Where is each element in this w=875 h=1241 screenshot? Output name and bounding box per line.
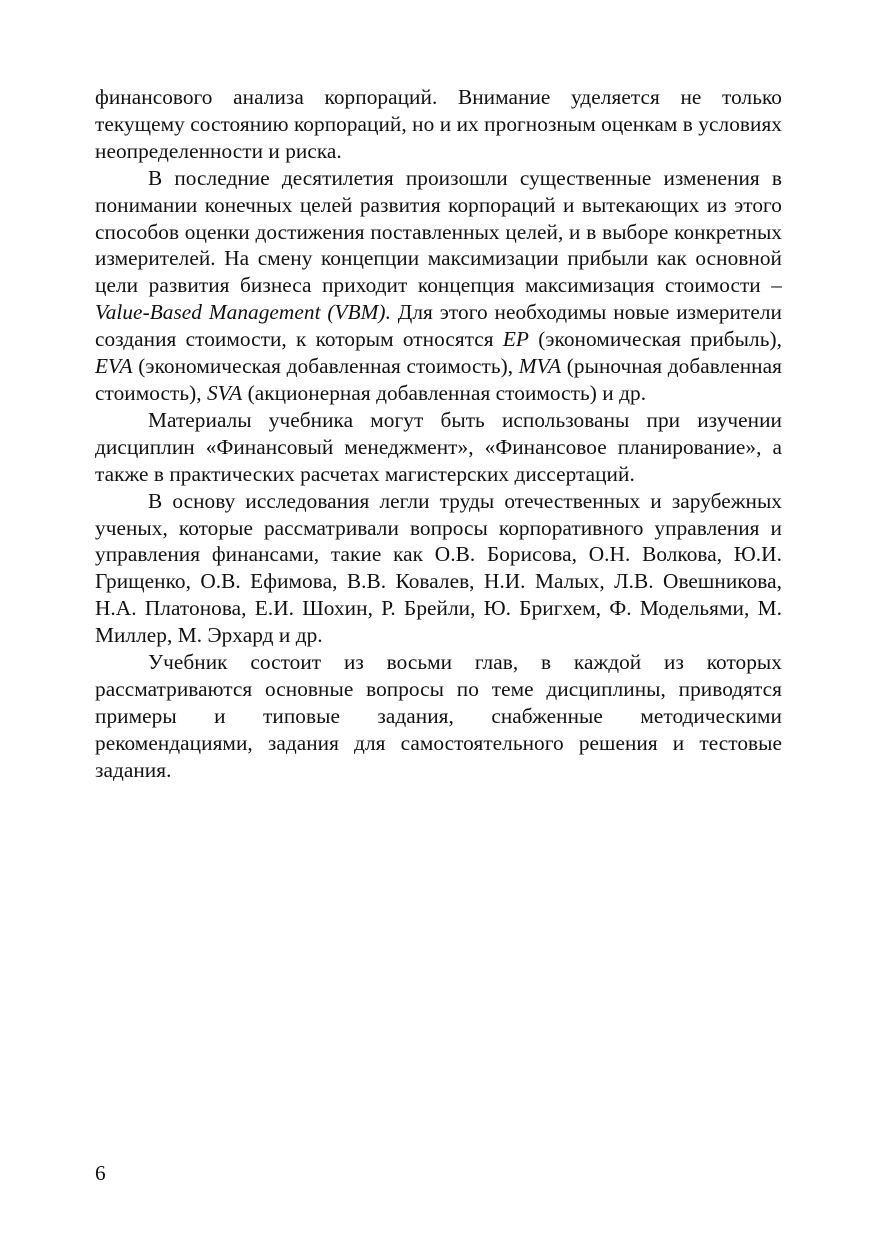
paragraph-text: (экономическая прибыль), — [529, 327, 782, 352]
body-text — [95, 84, 782, 784]
term-mva: MVA — [518, 354, 562, 379]
paragraph-text: (акционерная добавленная стоимость) и др. — [242, 380, 647, 405]
paragraph-structure — [95, 649, 782, 784]
paragraph-text: Материалы учебника могут быть использованы при изучении дисциплин «Финансовый менеджмент», «Финансовое планирование», а также в практических расчетах магистерских диссертаций. — [95, 407, 782, 486]
term-vbm: Value-Based Management (VBM). — [95, 300, 391, 325]
paragraph-text: Для этого необходимы новые измерители создания стоимости, к которым относятся — [95, 300, 782, 352]
paragraph-research-basis — [95, 488, 782, 649]
paragraph-text: (рыночная добавленная стоимость), — [95, 354, 782, 405]
term-eva: EVA — [95, 354, 133, 379]
term-sva: SVA — [207, 380, 243, 405]
paragraph-text: (экономическая добавленная стоимость), — [132, 354, 519, 379]
paragraph-continuation — [95, 84, 782, 165]
page-number: 6 — [95, 1161, 106, 1185]
paragraph-text: Учебник состоит из восьми глав, в каждой из которых рассматриваются основные вопросы по теме дисциплины, приводятся примеры и типовые задания, снабженные методическими рекомендациями, задания для самостоятельного решения и тестовые задания. — [95, 650, 782, 782]
paragraph-text: финансового анализа корпораций. Внимание уделяется не только текущему состоянию корпораций, но и их прогнозным оценкам в условиях неопределенности и риска. — [95, 85, 782, 163]
term-ep: EP — [502, 327, 529, 352]
paragraph-materials — [95, 407, 782, 488]
paragraph-text: В основу исследования легли труды отечественных и зарубежных ученых, которые рассматривали вопросы корпоративного управления и управления финансами, такие как О.В. Борисова, О.Н. Волкова, Ю.И. Грищенко, О.В. Ефимова, В.В. Ковалев, Н.И. Малых, Л.В. Овешникова, Н.А. Платонова, Е.И. Шохин, Р. Брейли, Ю. Бригхем, Ф. Модельями, М. Миллер, М. Эрхард и др. — [95, 488, 782, 648]
paragraph-vbm — [95, 165, 782, 407]
paragraph-text: В последние десятилетия произошли существенные изменения в понимании конечных целей развития корпораций и вытекающих из этого способов оценки достижения поставленных целей, и в выборе конкретных измерителей. На смену концепции максимизации прибыли как основной цели развития бизнеса приходит концепция максимизация стоимости – — [95, 165, 782, 298]
